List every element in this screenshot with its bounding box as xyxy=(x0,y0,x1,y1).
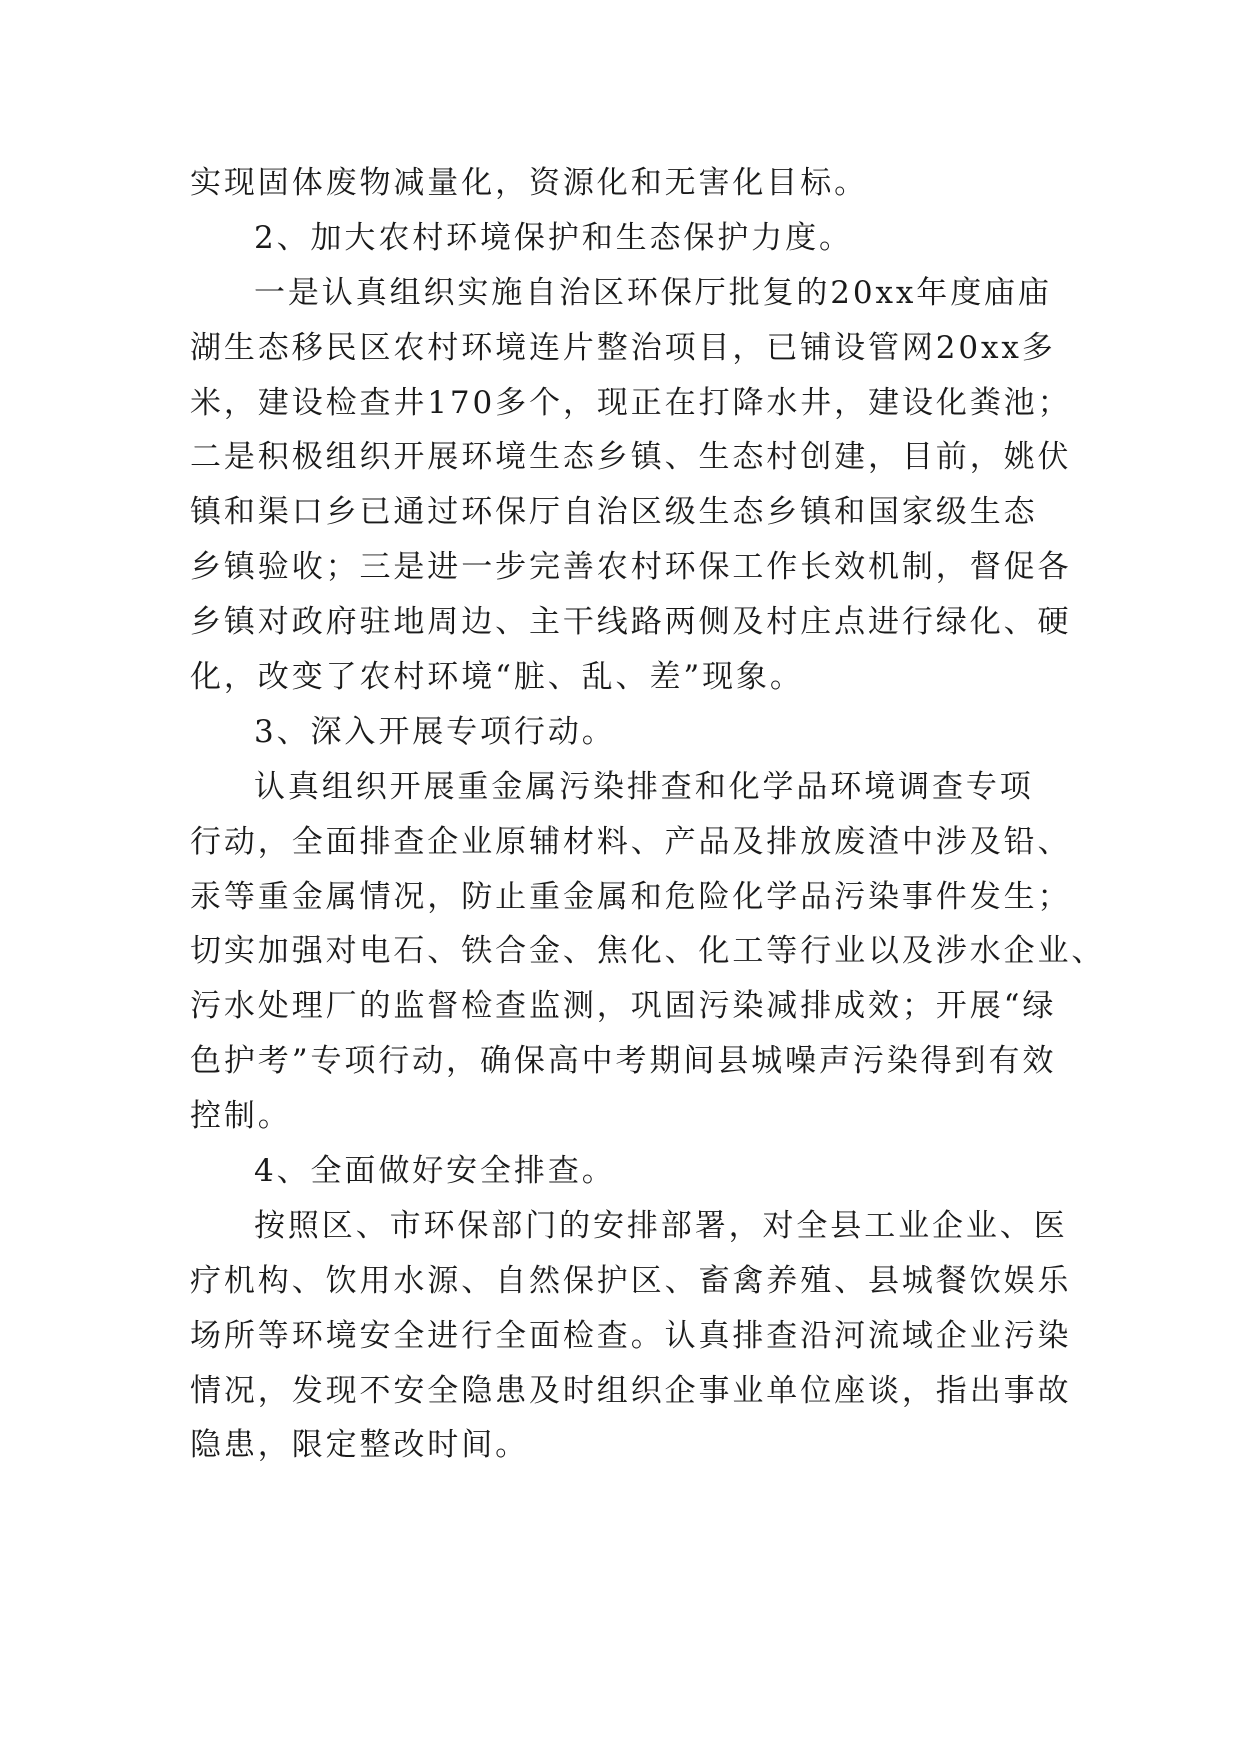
text-line: 行动，全面排查企业原辅材料、产品及排放废渣中涉及铅、 xyxy=(190,823,1072,860)
section-heading-3: 3、深入开展专项行动。 xyxy=(254,713,616,750)
text-line: 二是积极组织开展环境生态乡镇、生态村创建，目前，姚伏 xyxy=(190,439,1072,476)
section-heading-2: 2、加大农村环境保护和生态保护力度。 xyxy=(254,219,853,256)
text-line: 乡镇验收；三是进一步完善农村环保工作长效机制，督促各 xyxy=(190,549,1072,586)
text-line: 疗机构、饮用水源、自然保护区、畜禽养殖、县城餐饮娱乐 xyxy=(190,1262,1072,1299)
text-line: 镇和渠口乡已通过环保厅自治区级生态乡镇和国家级生态 xyxy=(190,494,1038,531)
text-line: 汞等重金属情况，防止重金属和危险化学品污染事件发生； xyxy=(190,878,1072,915)
text-line: 乡镇对政府驻地周边、主干线路两侧及村庄点进行绿化、硬 xyxy=(190,604,1072,641)
text-line: 色护考”专项行动，确保高中考期间县城噪声污染得到有效 xyxy=(190,1043,1057,1080)
text-line: 控制。 xyxy=(190,1098,292,1135)
section-heading-4: 4、全面做好安全排查。 xyxy=(254,1153,616,1190)
text-line: 实现固体废物减量化，资源化和无害化目标。 xyxy=(190,165,868,201)
text-line: 化，改变了农村环境“脏、乱、差”现象。 xyxy=(190,659,804,696)
text-line: 切实加强对电石、铁合金、焦化、化工等行业以及涉水企业、 xyxy=(190,933,1106,970)
text-line: 隐患，限定整改时间。 xyxy=(190,1427,529,1464)
document-body xyxy=(190,156,1106,1473)
text-line: 情况，发现不安全隐患及时组织企事业单位座谈，指出事故 xyxy=(190,1372,1072,1409)
text-line: 米，建设检查井170多个，现正在打降水井，建设化粪池； xyxy=(190,384,1072,421)
text-line: 认真组织开展重金属污染排查和化学品环境调查专项 xyxy=(254,768,1034,805)
text-line: 场所等环境安全进行全面检查。认真排查沿河流域企业污染 xyxy=(190,1317,1072,1354)
text-line: 污水处理厂的监督检查监测，巩固污染减排成效；开展“绿 xyxy=(190,988,1057,1025)
text-line: 一是认真组织实施自治区环保厅批复的20xx年度庙庙 xyxy=(254,274,1052,311)
text-line: 湖生态移民区农村环境连片整治项目，已铺设管网20xx多 xyxy=(190,329,1056,366)
text-line: 按照区、市环保部门的安排部署，对全县工业企业、医 xyxy=(254,1207,1068,1244)
